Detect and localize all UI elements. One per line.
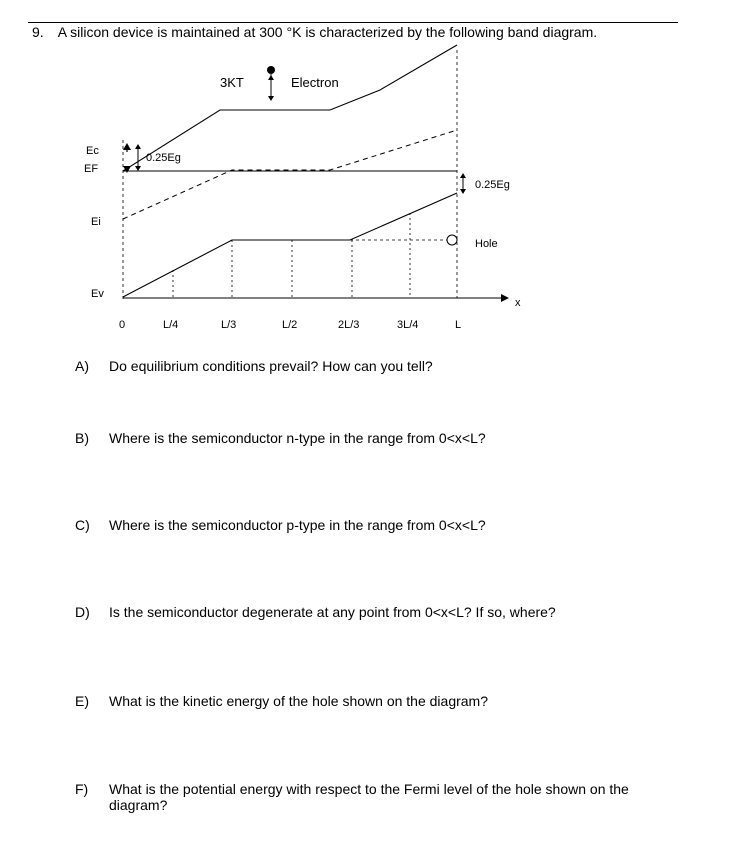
x-axis-label: x — [515, 297, 521, 309]
part-b — [75, 430, 486, 446]
electron-icon — [267, 66, 275, 74]
part-text: Where is the semiconductor p-type in the range from 0<x<L? — [109, 517, 486, 533]
question-number: 9. — [32, 24, 44, 40]
question-text: A silicon device is maintained at 300 °K is characterized by the following band diagram. — [57, 24, 598, 40]
part-label: E) — [75, 693, 89, 709]
part-d — [75, 604, 556, 620]
ei-label: Ei — [91, 216, 101, 228]
ev-label: Ev — [91, 288, 104, 300]
part-label: C) — [75, 517, 90, 533]
hole-label: Hole — [475, 238, 498, 250]
ei-line — [123, 130, 457, 219]
part-label: B) — [75, 430, 89, 446]
tick-label: L — [455, 319, 462, 331]
tick-guides — [173, 213, 410, 298]
part-f — [75, 781, 679, 813]
gap-right-label: 0.25Eg — [475, 179, 510, 191]
part-text: What is the kinetic energy of the hole shown on the diagram? — [109, 693, 488, 709]
part-text: Where is the semiconductor n-type in the range from 0<x<L? — [109, 430, 486, 446]
part-c — [75, 517, 486, 533]
band-diagram — [0, 0, 730, 340]
hole-icon — [447, 235, 457, 245]
gap-left-label: 0.25Eg — [146, 152, 181, 164]
part-label: A) — [75, 358, 89, 374]
tick-label: L/3 — [221, 319, 237, 331]
part-a — [75, 358, 433, 374]
tick-label: 0 — [119, 319, 126, 331]
part-text: What is the potential energy with respect to the Fermi level of the hole shown on the diagram? — [109, 781, 629, 813]
ef-label: EF — [84, 163, 99, 175]
electron-label: Electron — [291, 75, 339, 90]
part-text: Do equilibrium conditions prevail? How can you tell? — [109, 358, 433, 374]
part-text: Is the semiconductor degenerate at any point from 0<x<L? If so, where? — [109, 604, 556, 620]
tick-label: L/2 — [282, 319, 298, 331]
tick-label: L/4 — [163, 319, 179, 331]
part-label: D) — [75, 604, 90, 620]
tick-label: 3L/4 — [397, 319, 419, 331]
ec-label: Ec — [86, 145, 99, 157]
tick-label: 2L/3 — [338, 319, 360, 331]
three-kt-label: 3KT — [220, 75, 244, 90]
part-label: F) — [75, 781, 89, 797]
ec-arrow-head — [123, 143, 131, 150]
part-e — [75, 693, 488, 709]
